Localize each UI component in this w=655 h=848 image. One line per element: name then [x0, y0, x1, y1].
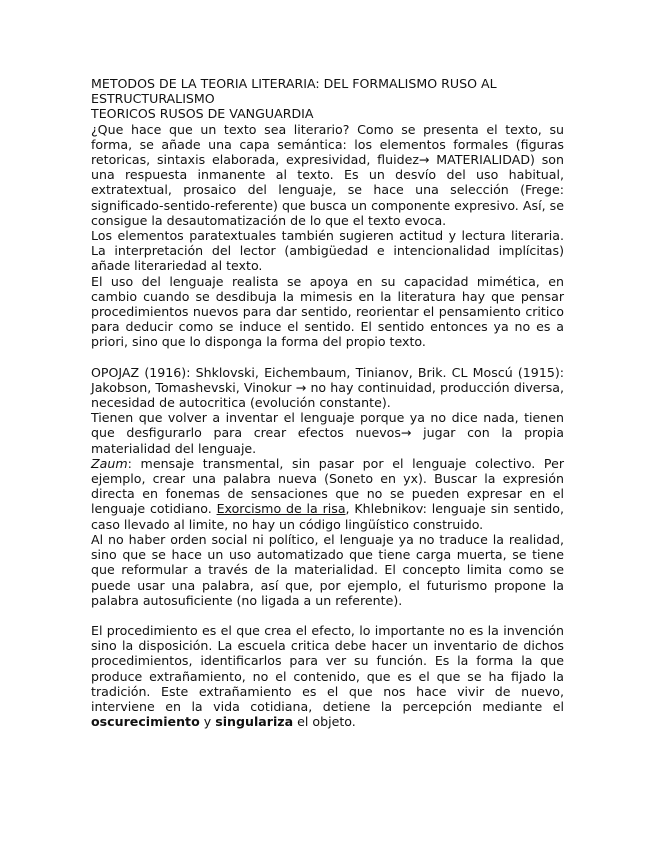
paragraph-8-text-a: El procedimiento es el que crea el efecto, lo importante no es la invención sino la disposición. La escuela critica debe hacer un inventario de dichos procedimientos, identificarlos para ver su función. Es la forma la que produce extrañamiento, no el contenido, que es el que se ha fijado la tradición. Este extrañamiento es el que nos hace vivir de nuevo, interviene en la vida cotidiana, detiene la percepción mediante el: [91, 622, 564, 714]
paragraph-4: OPOJAZ (1916): Shklovski, Eichembaum, Tinianov, Brik. CL Moscú (1915): Jakobson, Tomashevski, Vinokur → no hay continuidad, producción diversa, necesidad de autocritica (evolución constante).: [91, 364, 564, 411]
paragraph-8-mid: y: [199, 714, 216, 730]
paragraph-6-text-b: , Khlebnikov: lenguaje sin sentido, caso llevado al limite, no hay un código lingüístico construido.: [91, 501, 564, 532]
paragraph-5: Tienen que volver a inventar el lenguaje porque ya no dice nada, tienen que desfigurarlo para crear efectos nuevos→ jugar con la propia materialidad del lenguaje.: [91, 410, 564, 456]
document-page: [91, 76, 564, 729]
paragraph-2: Los elementos paratextuales también sugieren actitud y lectura literaria. La interpretación del lector (ambigüedad e intencionalidad implícitas) añade literariedad al texto.: [91, 228, 564, 274]
paragraph-6-text-a: : mensaje transmental, sin pasar por el lenguaje colectivo. Per ejemplo, crear una palabra nueva (Soneto en yx). Buscar la expresión directa en fonemas de sensaciones que no se pueden expresar en el lenguaje cotidiano.: [91, 455, 564, 517]
exorcismo-title: Exorcismo de la risa: [216, 501, 346, 517]
paragraph-8-end: el objeto.: [293, 714, 356, 730]
term-singulariza: singulariza: [215, 714, 294, 730]
term-oscurecimiento: oscurecimiento: [91, 714, 200, 730]
paragraph-6: [91, 456, 564, 532]
document-title: METODOS DE LA TEORIA LITERARIA: DEL FORMALISMO RUSO AL ESTRUCTURALISMO: [91, 76, 497, 107]
section-heading: TEORICOS RUSOS DE VANGUARDIA: [91, 106, 314, 122]
paragraph-1: ¿Que hace que un texto sea literario? Como se presenta el texto, su forma, se añade una capa semántica: los elementos formales (figuras retoricas, sintaxis elaborada, expresividad, fluidez→ MATERIALIDAD) son una respuesta inmanente al texto. Es un desvío del uso habitual, extratextual, prosaico del lenguaje, se hace una selección (Frege: significado-sentido-referente) que busca un componente expresivo. Así, se consigue la desautomatización de lo que el texto evoca.: [91, 121, 564, 228]
paragraph-8: [91, 623, 564, 729]
paragraph-7: Al no haber orden social ni político, el lenguaje ya no traduce la realidad, sino que se hace un uso automatizado que tiene carga muerta, se tiene que reformular a través de la materialidad. El concepto limita como se puede usar una palabra, así que, por ejemplo, el futurismo propone la palabra autosuficiente (no ligada a un referente).: [91, 531, 564, 608]
zaum-term: Zaum: [91, 455, 128, 471]
paragraph-3: El uso del lenguaje realista se apoya en su capacidad mimética, en cambio cuando se desdibuja la mimesis en la literatura hay que pensar procedimientos nuevos para dar sentido, reorientar el pensamiento critico para deducir como se induce el sentido. El sentido entonces ya no es a priori, sino que lo disponga la forma del propio texto.: [91, 273, 564, 350]
